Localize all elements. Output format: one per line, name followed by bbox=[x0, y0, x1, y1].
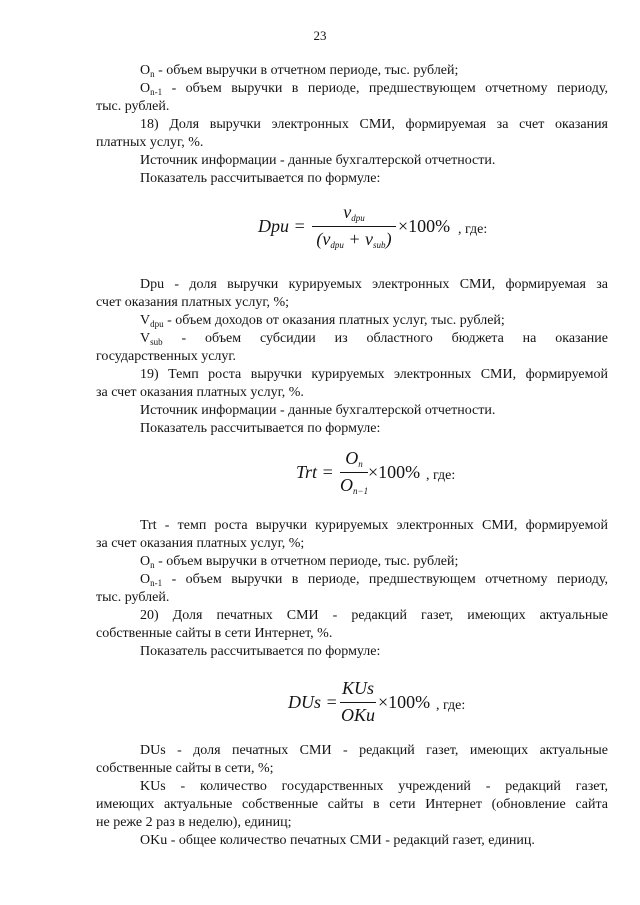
denominator: (vdpu + vsub) bbox=[316, 229, 392, 250]
text-line: собственные сайты в сети, %; bbox=[96, 761, 274, 776]
text-line: собственные сайты в сети Интернет, %. bbox=[96, 626, 333, 641]
formula-trt bbox=[296, 448, 496, 500]
definition-line: KUs - количество государственных учреждений - редакций газет, bbox=[140, 779, 608, 794]
fraction-bar bbox=[340, 702, 376, 703]
fraction bbox=[312, 202, 396, 254]
formula-multiplier: ×100% bbox=[378, 692, 431, 712]
text-line: не реже 2 раз в неделю), единиц; bbox=[96, 815, 292, 830]
text-line: платных услуг, %. bbox=[96, 135, 204, 150]
fraction-bar bbox=[312, 226, 396, 227]
formula-intro-line: Показатель рассчитывается по формуле: bbox=[140, 644, 381, 659]
formula-where: , где: bbox=[458, 222, 488, 237]
definition-line: DUs - доля печатных СМИ - редакций газет, имеющих актуальные bbox=[140, 743, 608, 758]
source-line: Источник информации - данные бухгалтерской отчетности. bbox=[140, 153, 496, 168]
section-heading-line: 20) Доля печатных СМИ - редакций газет, имеющих актуальные bbox=[140, 608, 608, 623]
definition-line: $O_{n-1}$ - объем выручки в периоде, предшествующем отчетному периоду, bbox=[140, 81, 608, 97]
formula-multiplier: ×100% bbox=[398, 216, 451, 236]
numerator: On bbox=[345, 448, 363, 469]
definition-line: $O_n$ - объем выручки в отчетном периоде, тыс. рублей; bbox=[140, 63, 459, 79]
definition-line: Dpu - доля выручки курируемых электронных СМИ, формируемая за bbox=[140, 277, 608, 292]
definition-line: $O_{n-1}$ - объем выручки в периоде, предшествующем отчетному периоду, bbox=[140, 572, 608, 588]
definition-line: Trt - темп роста выручки курируемых электронных СМИ, формируемой bbox=[140, 518, 608, 533]
text-line: тыс. рублей. bbox=[96, 590, 170, 605]
numerator: KUs bbox=[341, 678, 374, 698]
text-line: государственных услуг. bbox=[96, 349, 237, 364]
text-line: тыс. рублей. bbox=[96, 99, 170, 114]
text-line: счет оказания платных услуг, %; bbox=[96, 295, 290, 310]
denominator: On−1 bbox=[340, 475, 369, 496]
formula-lhs: DUs = bbox=[288, 692, 338, 712]
formula-multiplier: ×100% bbox=[368, 462, 421, 482]
fraction bbox=[340, 678, 376, 730]
text-line: имеющих актуальные собственные сайты в сети Интернет (обновление сайта bbox=[96, 797, 608, 812]
definition-line: $O_n$ - объем выручки в отчетном периоде, тыс. рублей; bbox=[140, 554, 459, 570]
formula-where: , где: bbox=[426, 468, 456, 483]
formula-dus bbox=[288, 678, 498, 730]
formula-dpu bbox=[258, 202, 498, 254]
formula-where: , где: bbox=[436, 698, 466, 713]
formula-intro-line: Показатель рассчитывается по формуле: bbox=[140, 421, 381, 436]
page-number: 23 bbox=[313, 28, 327, 43]
numerator: vdpu bbox=[343, 202, 365, 223]
section-heading-line: 19) Темп роста выручки курируемых электронных СМИ, формируемой bbox=[140, 367, 608, 382]
source-line: Источник информации - данные бухгалтерской отчетности. bbox=[140, 403, 496, 418]
text-line: за счет оказания платных услуг, %; bbox=[96, 536, 305, 551]
text-line: за счет оказания платных услуг, %. bbox=[96, 385, 304, 400]
definition-line: OKu - общее количество печатных СМИ - редакций газет, единиц. bbox=[140, 833, 535, 848]
definition-line: $V_{sub}$ - объем субсидии из областного бюджета на оказание bbox=[140, 331, 608, 347]
formula-lhs: Trt = bbox=[296, 462, 334, 482]
fraction bbox=[340, 448, 368, 500]
denominator: OKu bbox=[340, 705, 375, 725]
definition-line: $V_{dpu}$ - объем доходов от оказания платных услуг, тыс. рублей; bbox=[140, 313, 505, 329]
formula-lhs: Dpu = bbox=[258, 216, 306, 236]
fraction-bar bbox=[340, 472, 368, 473]
formula-intro-line: Показатель рассчитывается по формуле: bbox=[140, 171, 381, 186]
section-heading-line: 18) Доля выручки электронных СМИ, формируемая за счет оказания bbox=[140, 117, 608, 132]
